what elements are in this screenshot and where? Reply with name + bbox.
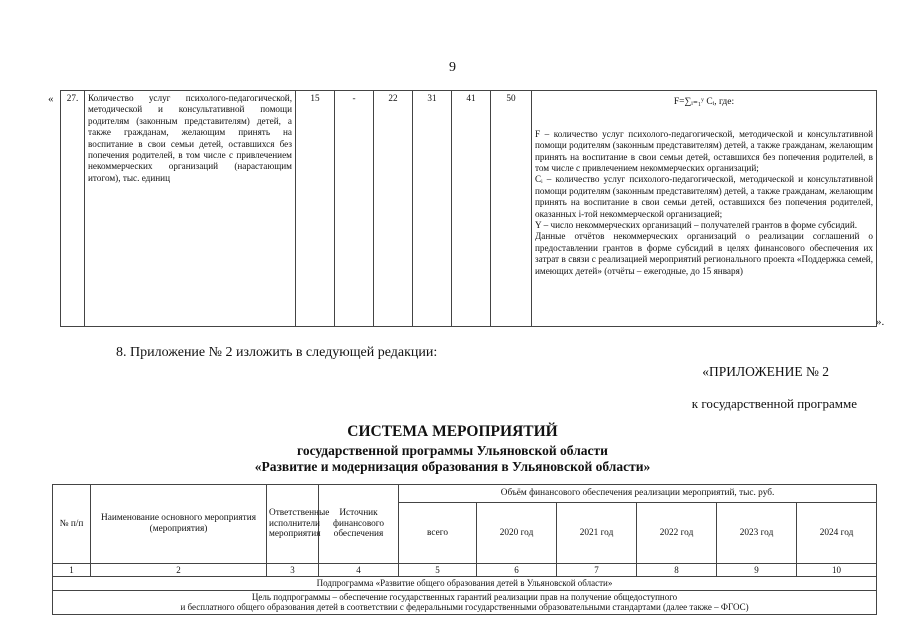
value-cell: 15 [296, 91, 335, 327]
column-index: 8 [637, 564, 717, 577]
header-funding-volume: Объём финансового обеспечения реализации мероприятий, тыс. руб. [399, 485, 877, 503]
subprogram-goal [53, 590, 877, 615]
header-measure-name: Наименование основного мероприятия (мероприятия) [91, 485, 267, 564]
note-paragraph: Данные отчётов некоммерческих организаций о реализации соглашений о предоставлении грантов в форме субсидий в целях финансового обеспечения их затрат в связи с реализацией мероприятий регионального проекта «Поддержка семей, имеющих детей» (отчёты – ежегодные, до 15 января) [535, 231, 873, 276]
amendment-paragraph: 8. Приложение № 2 изложить в следующей редакции: [116, 345, 438, 360]
appendix-title: «ПРИЛОЖЕНИЕ № 2 [702, 364, 829, 379]
document-title: СИСТЕМА МЕРОПРИЯТИЙ [347, 423, 558, 440]
header-year-2020: 2020 год [477, 503, 557, 564]
column-index: 9 [717, 564, 797, 577]
goal-line: Цель подпрограммы – обеспечение государственных гарантий реализации прав на получение общедоступного [251, 591, 678, 602]
value-cell: 31 [413, 91, 452, 327]
header-total: всего [399, 503, 477, 564]
note-paragraph: Cᵢ – количество услуг психолого-педагогической, методической и консультативной помощи родителям (законным представителям) детей, а также гражданам, желающим принять на воспитание в свои семьи детей, оставшихся без попечения родителей, оказанных i-той некоммерческой организацией; [535, 174, 873, 219]
methodology-cell [532, 91, 877, 327]
header-year-2023: 2023 год [717, 503, 797, 564]
measures-table [52, 484, 877, 615]
note-paragraph: Y – число некоммерческих организаций – получателей грантов в форме субсидий. [535, 220, 858, 231]
value-cell: 41 [452, 91, 491, 327]
value-cell: 22 [374, 91, 413, 327]
note-paragraph: F – количество услуг психолого-педагогической, методической и консультативной помощи родителям (законным представителям) детей, а также гражданам, желающим принять на воспитание в свои семьи детей, оставшихся без попечения родителей, в том числе с привлечением некоммерческих организаций; [535, 128, 873, 173]
subprogram-row [53, 577, 877, 590]
program-title-line1: государственной программы Ульяновской области [297, 443, 608, 458]
goal-row [53, 590, 877, 615]
indicator-name: Количество услуг психолого-педагогической, методической и консультативной помощи родителям (законным представителям) детей, а также гражданам, желающим принять на воспитание в свои семьи детей, оставшихся без попечения родителей, в том числе с привлечением некоммерческих организаций (нарастающим итогом), тыс. единиц [85, 91, 296, 327]
column-index: 4 [319, 564, 399, 577]
page-number: 9 [449, 60, 456, 75]
column-index: 6 [477, 564, 557, 577]
goal-line: и бесплатного общего образования детей в соответствии с федеральными государственными образовательными стандартами (далее также – ФГОС) [180, 602, 749, 613]
row-number: 27. [61, 91, 85, 327]
column-index-row [53, 564, 877, 577]
indicators-table-fragment [60, 90, 877, 327]
header-funding-source: Источник финансового обеспечения [319, 485, 399, 564]
column-index: 2 [91, 564, 267, 577]
table-row [61, 91, 877, 327]
header-responsible: Ответственные исполнители мероприятия [267, 485, 319, 564]
opening-quote: « [48, 93, 54, 105]
header-no: № п/п [53, 485, 91, 564]
column-index: 3 [267, 564, 319, 577]
column-index: 5 [399, 564, 477, 577]
column-index: 1 [53, 564, 91, 577]
closing-quote: ». [876, 316, 885, 328]
header-year-2021: 2021 год [557, 503, 637, 564]
program-title-line2: «Развитие и модернизация образования в Ульяновской области» [254, 459, 651, 474]
appendix-subtitle: к государственной программе [691, 396, 857, 411]
formula-notes [535, 129, 873, 277]
header-year-2024: 2024 год [797, 503, 877, 564]
formula: F=∑ᵢ₌₁ʸ Cᵢ, где: [673, 97, 735, 107]
value-cell: - [335, 91, 374, 327]
column-index: 10 [797, 564, 877, 577]
value-cell: 50 [491, 91, 532, 327]
header-year-2022: 2022 год [637, 503, 717, 564]
subprogram-title: Подпрограмма «Развитие общего образования детей в Ульяновской области» [53, 577, 877, 590]
column-index: 7 [557, 564, 637, 577]
table-header-row [53, 485, 877, 503]
